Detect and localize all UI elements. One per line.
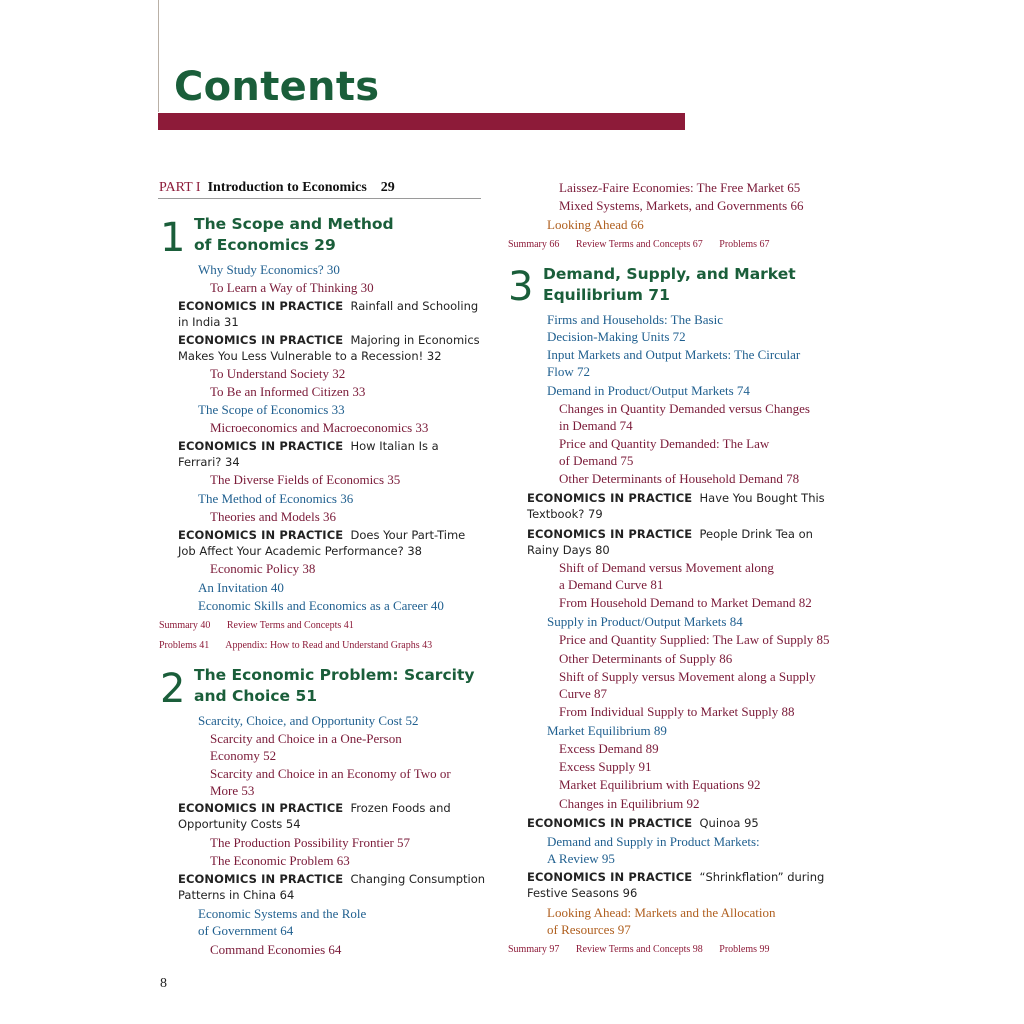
toc-entry[interactable]: Command Economies 64 <box>210 942 342 957</box>
toc-entry[interactable]: Shift of Supply versus Movement along a Supply <box>559 669 816 684</box>
eip-entry[interactable]: ECONOMICS IN PRACTICE Rainfall and Schooling <box>178 299 479 313</box>
toc-entry[interactable]: Market Equilibrium 89 <box>547 723 667 738</box>
part-title: Introduction to Economics <box>207 180 367 195</box>
chapter-2-title-line1: The Economic Problem: Scarcity <box>194 666 475 684</box>
toc-entry-cont: of Demand 75 <box>559 453 634 468</box>
eip-entry-cont: Ferrari? 34 <box>178 455 240 469</box>
eip-entry-cont: Opportunity Costs 54 <box>178 817 301 831</box>
review-terms-link[interactable]: Review Terms and Concepts 67 <box>575 239 703 250</box>
looking-ahead-entry-cont: of Resources 97 <box>547 922 631 937</box>
part-rule <box>158 198 481 199</box>
toc-entry[interactable]: Laissez-Faire Economies: The Free Market 65 <box>559 180 801 195</box>
review-terms-link[interactable]: Review Terms and Concepts 41 <box>226 620 354 631</box>
problems-link[interactable]: Problems 67 <box>719 239 770 250</box>
eip-entry[interactable]: ECONOMICS IN PRACTICE Frozen Foods and <box>178 801 451 815</box>
toc-entry[interactable]: Firms and Households: The Basic <box>547 312 723 327</box>
review-terms-link[interactable]: Review Terms and Concepts 98 <box>575 944 703 955</box>
eip-entry[interactable]: ECONOMICS IN PRACTICE People Drink Tea on <box>527 527 813 541</box>
eip-entry-cont: Makes You Less Vulnerable to a Recession! 32 <box>178 349 442 363</box>
toc-entry[interactable]: The Scope of Economics 33 <box>198 402 345 417</box>
toc-entry[interactable]: Excess Demand 89 <box>559 741 659 756</box>
eip-entry[interactable]: ECONOMICS IN PRACTICE How Italian Is a <box>178 439 439 453</box>
title-bar <box>158 113 685 130</box>
toc-entry-cont: A Review 95 <box>547 851 615 866</box>
toc-entry[interactable]: The Production Possibility Frontier 57 <box>210 835 411 850</box>
chapter-1-title-line2: of Economics 29 <box>194 236 336 254</box>
toc-entry-cont: a Demand Curve 81 <box>559 577 664 592</box>
eip-entry-cont: Festive Seasons 96 <box>527 886 638 900</box>
summary-link[interactable]: Summary 66 <box>508 239 560 250</box>
toc-entry[interactable]: Microeconomics and Macroeconomics 33 <box>210 420 429 435</box>
toc-entry[interactable]: Changes in Quantity Demanded versus Changes <box>559 401 810 416</box>
summary-link[interactable]: Summary 97 <box>508 944 560 955</box>
toc-entry[interactable]: Market Equilibrium with Equations 92 <box>559 777 761 792</box>
toc-entry[interactable]: Mixed Systems, Markets, and Governments 66 <box>559 198 804 213</box>
toc-entry-cont: Flow 72 <box>547 364 590 379</box>
page-title: Contents <box>174 64 380 110</box>
problems-link[interactable]: Problems 41 <box>159 640 210 651</box>
toc-entry[interactable]: Excess Supply 91 <box>559 759 652 774</box>
toc-entry[interactable]: Scarcity and Choice in an Economy of Two or <box>210 766 451 781</box>
appendix-link[interactable]: Appendix: How to Read and Understand Graphs 43 <box>225 640 433 651</box>
toc-entry[interactable]: The Economic Problem 63 <box>210 853 350 868</box>
toc-entry[interactable]: To Be an Informed Citizen 33 <box>210 384 366 399</box>
toc-entry[interactable]: Shift of Demand versus Movement along <box>559 560 774 575</box>
toc-entry[interactable]: Other Determinants of Household Demand 78 <box>559 471 800 486</box>
chapter-1-number: 1 <box>160 215 186 261</box>
eip-entry[interactable]: ECONOMICS IN PRACTICE Changing Consumption <box>178 872 486 886</box>
eip-entry[interactable]: ECONOMICS IN PRACTICE Does Your Part-Time <box>178 528 466 542</box>
looking-ahead-entry[interactable]: Looking Ahead: Markets and the Allocation <box>547 905 776 920</box>
toc-entry-cont: Decision-Making Units 72 <box>547 329 686 344</box>
summary-link[interactable]: Summary 40 <box>159 620 211 631</box>
chapter-1-title-line1: The Scope and Method <box>194 215 394 233</box>
eip-entry[interactable]: ECONOMICS IN PRACTICE Majoring in Economics <box>178 333 480 347</box>
eip-entry[interactable]: ECONOMICS IN PRACTICE “Shrinkflation” during <box>527 870 825 884</box>
chapter-3-title-line2: Equilibrium 71 <box>543 286 670 304</box>
toc-entry[interactable]: Economic Systems and the Role <box>198 906 367 921</box>
toc-entry[interactable]: Why Study Economics? 30 <box>198 262 340 277</box>
problems-link[interactable]: Problems 99 <box>719 944 770 955</box>
chapter-2-summary-row <box>508 239 784 250</box>
toc-entry-cont: Economy 52 <box>210 748 277 763</box>
toc-entry[interactable]: Demand in Product/Output Markets 74 <box>547 383 750 398</box>
toc-entry-cont: Curve 87 <box>559 686 608 701</box>
part-heading <box>159 180 395 196</box>
eip-entry-cont: in India 31 <box>178 315 239 329</box>
chapter-3-summary-row <box>508 944 784 955</box>
toc-entry[interactable]: Scarcity, Choice, and Opportunity Cost 52 <box>198 713 419 728</box>
toc-entry-cont: of Government 64 <box>198 923 294 938</box>
eip-entry-cont: Job Affect Your Academic Performance? 38 <box>178 544 422 558</box>
part-page: 29 <box>380 180 395 195</box>
eip-entry[interactable]: ECONOMICS IN PRACTICE Have You Bought This <box>527 491 825 505</box>
eip-entry-cont: Rainy Days 80 <box>527 543 610 557</box>
toc-entry-cont: More 53 <box>210 783 255 798</box>
toc-entry[interactable]: From Household Demand to Market Demand 82 <box>559 595 812 610</box>
chapter-1-problems-row <box>159 640 446 651</box>
chapter-2-number: 2 <box>160 666 186 712</box>
page-number: 8 <box>160 976 167 991</box>
toc-entry[interactable]: Scarcity and Choice in a One-Person <box>210 731 402 746</box>
toc-entry[interactable]: Demand and Supply in Product Markets: <box>547 834 760 849</box>
chapter-3-title-line1: Demand, Supply, and Market <box>543 265 796 283</box>
header-rule <box>158 0 159 112</box>
toc-entry[interactable]: Input Markets and Output Markets: The Circular <box>547 347 801 362</box>
chapter-3-number: 3 <box>508 264 534 310</box>
toc-entry[interactable]: Economic Policy 38 <box>210 561 316 576</box>
eip-entry[interactable]: ECONOMICS IN PRACTICE Quinoa 95 <box>527 816 759 830</box>
toc-entry[interactable]: Supply in Product/Output Markets 84 <box>547 614 743 629</box>
toc-entry[interactable]: From Individual Supply to Market Supply 88 <box>559 704 795 719</box>
toc-entry[interactable]: The Method of Economics 36 <box>198 491 354 506</box>
chapter-2-title-line2: and Choice 51 <box>194 687 318 705</box>
toc-entry[interactable]: To Understand Society 32 <box>210 366 346 381</box>
toc-entry[interactable]: Economic Skills and Economics as a Career 40 <box>198 598 444 613</box>
toc-entry[interactable]: To Learn a Way of Thinking 30 <box>210 280 374 295</box>
toc-entry-cont: in Demand 74 <box>559 418 633 433</box>
toc-entry[interactable]: Other Determinants of Supply 86 <box>559 651 733 666</box>
toc-entry[interactable]: An Invitation 40 <box>198 580 284 595</box>
eip-entry-cont: Patterns in China 64 <box>178 888 295 902</box>
toc-entry[interactable]: Theories and Models 36 <box>210 509 337 524</box>
eip-entry-cont: Textbook? 79 <box>527 507 603 521</box>
chapter-1-summary-row <box>159 620 368 631</box>
toc-entry[interactable]: Price and Quantity Demanded: The Law <box>559 436 770 451</box>
toc-entry[interactable]: The Diverse Fields of Economics 35 <box>210 472 401 487</box>
toc-entry[interactable]: Changes in Equilibrium 92 <box>559 796 700 811</box>
looking-ahead-entry[interactable]: Looking Ahead 66 <box>547 217 644 232</box>
part-label: PART I <box>159 180 201 195</box>
toc-entry[interactable]: Price and Quantity Supplied: The Law of Supply 85 <box>559 632 830 647</box>
